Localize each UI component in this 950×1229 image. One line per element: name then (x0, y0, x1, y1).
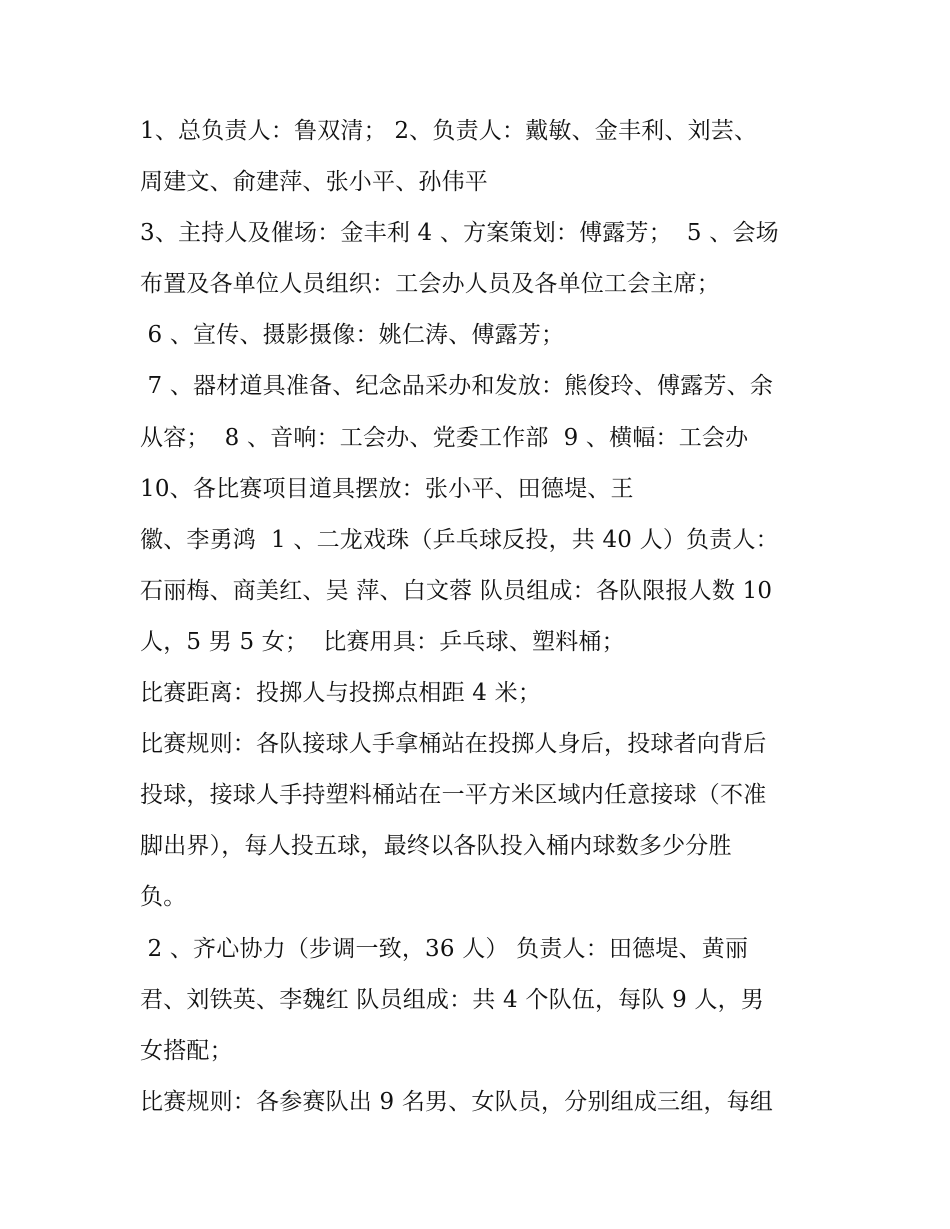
text-line: 3、主持人及催场：金丰利 4 、方案策划：傅露芳； 5 、会场 (140, 220, 779, 247)
text-line: 人，5 男 5 女； 比赛用具：乒乓球、塑料桶； (140, 628, 625, 655)
text-line: 1、总负责人：鲁双清； 2、负责人：戴敏、金丰利、刘芸、 (140, 118, 758, 144)
text-line: 负。 (140, 884, 187, 911)
text-line: 投球，接球人手持塑料桶站在一平方米区域内任意接球（不准 (140, 782, 767, 809)
text-line: 7 、器材道具准备、纪念品采办和发放：熊俊玲、傅露芳、余 (140, 373, 774, 400)
text-line: 布置及各单位人员组织：工会办人员及各单位工会主席； (140, 271, 720, 298)
text-line: 6 、宣传、摄影摄像：姚仁涛、傅露芳； (140, 322, 565, 349)
text-line: 石丽梅、商美红、吴 萍、白文蓉 队员组成：各队限报人数 10 (140, 577, 773, 604)
body-text (140, 106, 840, 1128)
text-line: 女搭配； (140, 1037, 233, 1064)
text-line: 脚出界），每人投五球，最终以各队投入桶内球数多少分胜 (140, 833, 732, 860)
text-line: 徽、李勇鸿 1 、二龙戏珠（乒乓球反投，共 40 人）负责人： (140, 526, 779, 553)
text-line: 2 、齐心协力（步调一致，36 人） 负责人：田德堤、黄丽 (140, 935, 749, 962)
text-line: 10、各比赛项目道具摆放：张小平、田德堤、王 (140, 475, 634, 502)
text-line: 周建文、俞建萍、张小平、孙伟平 (140, 169, 488, 196)
text-line: 比赛规则：各参赛队出 9 名男、女队员，分别组成三组，每组 (140, 1088, 774, 1115)
text-line: 比赛距离：投掷人与投掷点相距 4 米； (140, 680, 542, 707)
text-line: 比赛规则：各队接球人手拿桶站在投掷人身后，投球者向背后 (140, 731, 767, 758)
text-line: 君、刘铁英、李魏红 队员组成：共 4 个队伍，每队 9 人，男 (140, 986, 765, 1013)
text-line: 从容； 8 、音响：工会办、党委工作部 9 、横幅：工会办 (140, 424, 749, 451)
